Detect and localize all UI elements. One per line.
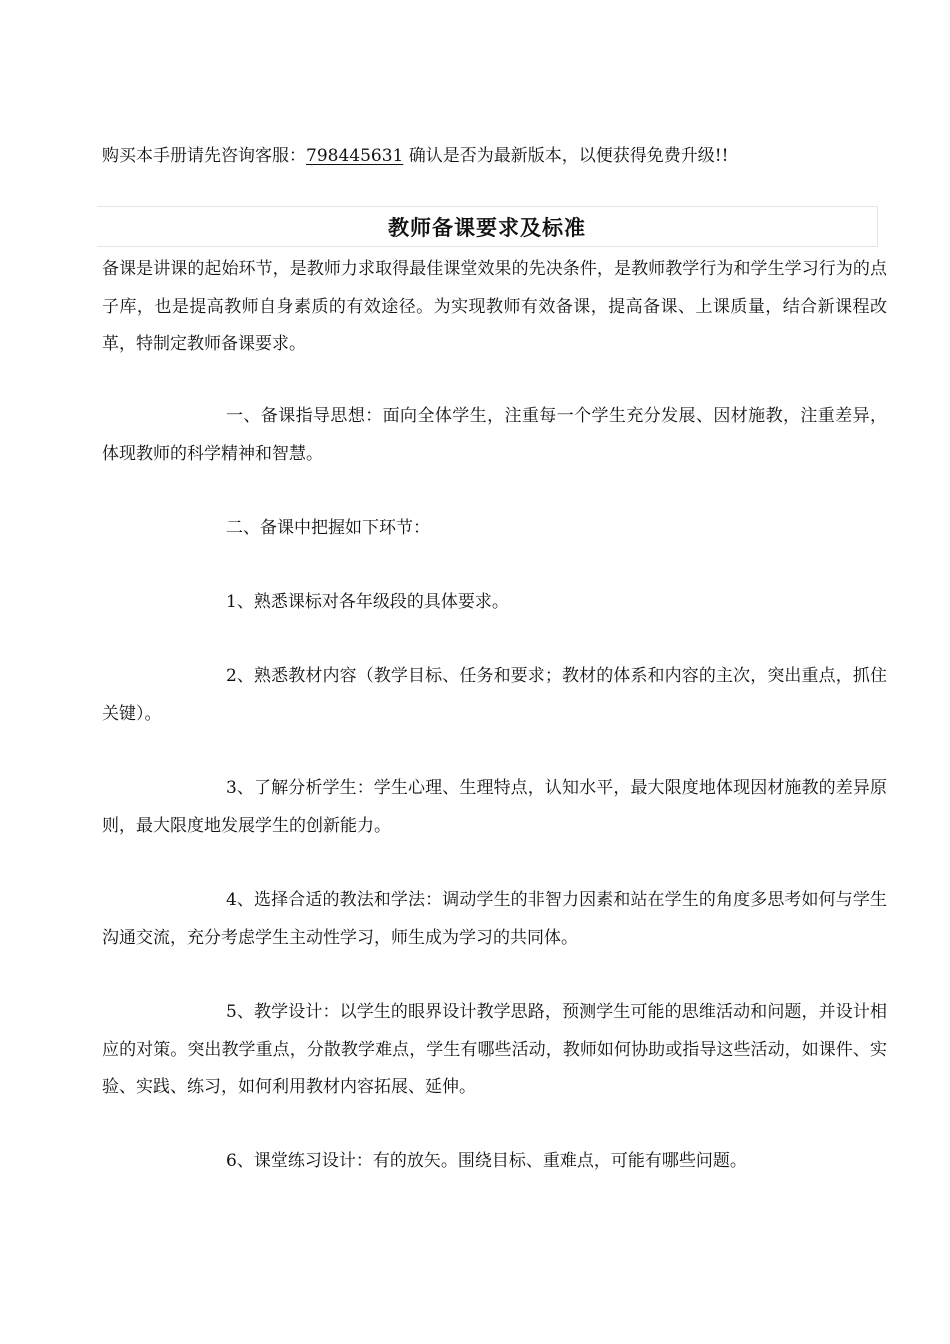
notice-suffix: 确认是否为最新版本，以便获得免费升级!! — [403, 146, 729, 166]
section-key-links: 二、备课中把握如下环节： — [226, 518, 430, 538]
section-item-1: 1、熟悉课标对各年级段的具体要求。 — [226, 592, 509, 612]
customer-service-qq-link[interactable]: 798445631 — [306, 146, 404, 166]
document-title: 教师备课要求及标准 — [388, 214, 586, 240]
section-item-2: 2、熟悉教材内容（教学目标、任务和要求；教材的体系和内容的主次，突出重点，抓住关键）。 — [102, 666, 887, 724]
section-item-6: 6、课堂练习设计：有的放矢。围绕目标、重难点，可能有哪些问题。 — [226, 1151, 747, 1171]
section-item-4: 4、选择合适的教法和学法：调动学生的非智力因素和站在学生的角度多思考如何与学生沟通交流，充分考虑学生主动性学习，师生成为学习的共同体。 — [102, 890, 887, 948]
section-item-3: 3、了解分析学生：学生心理、生理特点，认知水平，最大限度地体现因材施教的差异原则，最大限度地发展学生的创新能力。 — [102, 778, 887, 836]
purchase-notice — [102, 143, 728, 169]
section-guiding-thought: 一、备课指导思想：面向全体学生，注重每一个学生充分发展、因材施教，注重差异，体现教师的科学精神和智慧。 — [102, 406, 887, 464]
intro-paragraph: 备课是讲课的起始环节，是教师力求取得最佳课堂效果的先决条件，是教师教学行为和学生学习行为的点子库，也是提高教师自身素质的有效途径。为实现教师有效备课，提高备课、上课质量，结合新课程改革，特制定教师备课要求。 — [102, 259, 887, 354]
section-item-5: 5、教学设计：以学生的眼界设计教学思路，预测学生可能的思维活动和问题，并设计相应的对策。突出教学重点，分散教学难点，学生有哪些活动，教师如何协助或指导这些活动，如课件、实验、实践、练习，如何利用教材内容拓展、延伸。 — [102, 1002, 887, 1097]
notice-prefix: 购买本手册请先咨询客服： — [102, 146, 306, 166]
title-box — [97, 206, 878, 247]
